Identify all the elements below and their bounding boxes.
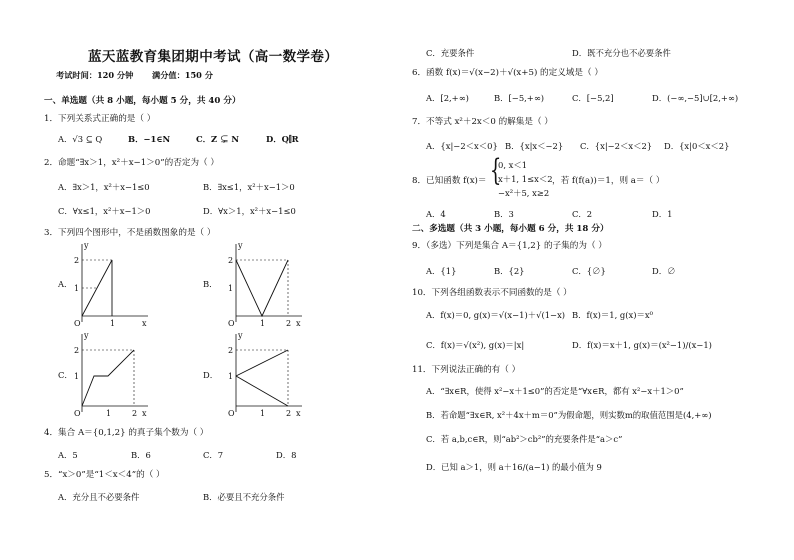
q7-option-d: D．{x|0＜x＜2} bbox=[664, 141, 730, 151]
q6-option-c: C．[−5,2] bbox=[572, 93, 614, 103]
q5-stem: 5．“x＞0”是“1＜x＜4”的（ ） bbox=[44, 470, 165, 480]
q9-option-b: B．{2} bbox=[494, 266, 525, 276]
page-title: 蓝天蓝教育集团期中考试（高一数学卷） bbox=[88, 49, 339, 65]
graph-c bbox=[70, 330, 150, 418]
q1-option-c: C．Z ⊊ N bbox=[196, 134, 240, 144]
q4-option-d: D．8 bbox=[276, 450, 297, 460]
q4-option-a: A．5 bbox=[58, 450, 78, 460]
graph-b-x-label: x bbox=[296, 319, 301, 328]
q9-stem: 9．（多选）下列是集合 A＝{1,2} 的子集的为（ ） bbox=[412, 241, 607, 251]
graph-b-tick-1: 1 bbox=[228, 284, 234, 293]
q8-stem-prefix: 8．已知函数 f(x)＝ bbox=[412, 176, 487, 186]
q3-option-a: A． bbox=[58, 279, 73, 289]
q1-option-b: B．−1∈N bbox=[128, 134, 171, 144]
graph-d-tick-2: 2 bbox=[228, 346, 234, 355]
graph-a-x-label: x bbox=[142, 319, 147, 328]
q11-option-d: D．已知 a＞1，则 a＋16/(a−1) 的最小值为 9 bbox=[426, 462, 602, 472]
graph-d bbox=[224, 330, 304, 418]
q7-option-a: A．{x|−2＜x＜0} bbox=[426, 141, 498, 151]
q10-option-c: C．f(x)＝√(x²), g(x)＝|x| bbox=[426, 340, 525, 350]
graph-b-xtick-2: 2 bbox=[286, 319, 292, 328]
q11-option-c: C．若 a,b,c∈R，则“ab²＞cb²”的充要条件是“a＞c” bbox=[426, 434, 623, 444]
q7-option-c: C．{x|−2＜x＜2} bbox=[580, 141, 653, 151]
q1-option-a: A．√3 ⊆ Q bbox=[58, 134, 103, 144]
graph-b bbox=[224, 240, 304, 328]
q10-option-d: D．f(x)＝x＋1, g(x)＝(x²−1)/(x−1) bbox=[572, 340, 712, 350]
q3-stem: 3．下列四个图形中，不是函数图象的是（ ） bbox=[44, 228, 216, 238]
graph-b-origin: O bbox=[228, 319, 235, 328]
q6-option-b: B．[−5,+∞) bbox=[494, 93, 545, 103]
q2-stem: 2．命题“∃x＞1，x²＋x−1＞0”的否定为（ ） bbox=[44, 158, 219, 168]
q1-option-d: D．Q⫿R bbox=[266, 134, 299, 144]
q2-option-c: C．∀x≤1，x²＋x−1＞0 bbox=[58, 206, 151, 216]
q5-option-c: C．充要条件 bbox=[426, 48, 475, 58]
full-score: 满分值：150 分 bbox=[152, 70, 213, 80]
graph-d-tick-1: 1 bbox=[228, 372, 234, 381]
q4-option-c: C．7 bbox=[203, 450, 224, 460]
graph-a-y-label: y bbox=[84, 241, 89, 250]
graph-d-xtick-2: 2 bbox=[286, 409, 292, 418]
q3-option-c: C． bbox=[58, 370, 73, 380]
q4-stem: 4．集合 A＝{0,1,2} 的真子集个数为（ ） bbox=[44, 428, 209, 438]
q8-option-d: D．1 bbox=[652, 209, 673, 219]
q8-case-2: x＋1, 1≤x＜2 bbox=[498, 174, 553, 184]
graph-d-xtick-1: 1 bbox=[260, 409, 266, 418]
q10-option-b: B．f(x)＝1, g(x)＝x⁰ bbox=[572, 310, 653, 320]
q8-option-c: C．2 bbox=[572, 209, 593, 219]
graph-b-tick-2: 2 bbox=[228, 256, 234, 265]
q4-option-b: B．6 bbox=[131, 450, 151, 460]
q3-option-b: B． bbox=[203, 279, 218, 289]
graph-c-xtick-2: 2 bbox=[132, 409, 138, 418]
q10-option-a: A．f(x)＝0, g(x)＝√(x−1)＋√(1−x) bbox=[426, 310, 566, 320]
q8-stem-suffix: ，若 f(f(a))＝1，则 a＝（ ） bbox=[552, 176, 665, 186]
graph-c-tick-1: 1 bbox=[74, 372, 80, 381]
q6-option-a: A．[2,+∞) bbox=[426, 93, 469, 103]
q10-stem: 10．下列各组函数表示不同函数的是（ ） bbox=[412, 288, 572, 298]
q9-option-a: A．{1} bbox=[426, 266, 457, 276]
section-multiple-choice: 二、多选题（共 3 小题，每小题 6 分，共 18 分） bbox=[412, 224, 609, 234]
q7-option-b: B．{x|x＜−2} bbox=[505, 141, 564, 151]
graph-a-xtick-1: 1 bbox=[110, 319, 116, 328]
q5-option-a: A．充分且不必要条件 bbox=[58, 492, 140, 502]
q6-stem: 6．函数 f(x)＝√(x−2)＋√(x+5) 的定义域是（ ） bbox=[412, 68, 603, 78]
graph-a bbox=[70, 240, 150, 328]
q5-option-b: B．必要且不充分条件 bbox=[203, 492, 285, 502]
exam-time: 考试时间：120 分钟 bbox=[56, 70, 134, 80]
q5-option-d: D．既不充分也不必要条件 bbox=[572, 48, 671, 58]
q11-option-a: A．“∃x∈R，使得 x²−x＋1≤0”的否定是“∀x∈R，都有 x²−x＋1＞0” bbox=[426, 386, 684, 396]
q7-stem: 7．不等式 x²＋2x＜0 的解集是（ ） bbox=[412, 117, 553, 127]
graph-c-origin: O bbox=[74, 409, 81, 418]
q2-option-a: A．∃x＞1，x²＋x−1≤0 bbox=[58, 182, 150, 192]
graph-b-xtick-1: 1 bbox=[260, 319, 266, 328]
graph-d-y-label: y bbox=[238, 331, 243, 340]
graph-c-y-label: y bbox=[84, 331, 89, 340]
q11-stem: 11．下列说法正确的有（ ） bbox=[412, 365, 521, 375]
section-single-choice: 一、单选题（共 8 小题，每小题 5 分，共 40 分） bbox=[44, 96, 241, 106]
graph-a-tick-2: 2 bbox=[74, 256, 80, 265]
q9-option-d: D．∅ bbox=[652, 266, 676, 276]
q2-option-d: D．∀x＞1，x²＋x−1≤0 bbox=[203, 206, 296, 216]
q8-option-b: B．3 bbox=[494, 209, 514, 219]
graph-c-xtick-1: 1 bbox=[106, 409, 112, 418]
graph-a-tick-1: 1 bbox=[74, 284, 80, 293]
q3-option-d: D． bbox=[203, 370, 219, 380]
graph-c-tick-2: 2 bbox=[74, 346, 80, 355]
graph-c-x-label: x bbox=[142, 409, 147, 418]
q1-stem: 1．下列关系式正确的是（ ） bbox=[44, 114, 156, 124]
piecewise-brace: { bbox=[489, 153, 502, 188]
q8-option-a: A．4 bbox=[426, 209, 446, 219]
graph-d-x-label: x bbox=[296, 409, 301, 418]
q8-case-1: 0, x＜1 bbox=[498, 160, 528, 170]
graph-b-y-label: y bbox=[238, 241, 243, 250]
q11-option-b: B．若命题“∃x∈R, x²＋4x＋m＝0”为假命题，则实数m的取值范围是(4,+∞) bbox=[426, 410, 712, 420]
q8-case-3: −x²＋5, x≥2 bbox=[498, 188, 550, 198]
q6-option-d: D．(−∞,−5]∪[2,+∞) bbox=[652, 93, 739, 103]
graph-d-origin: O bbox=[228, 409, 235, 418]
q9-option-c: C．{∅} bbox=[572, 266, 606, 276]
q2-option-b: B．∃x≤1，x²＋x−1＞0 bbox=[203, 182, 295, 192]
graph-a-origin: O bbox=[74, 319, 81, 328]
